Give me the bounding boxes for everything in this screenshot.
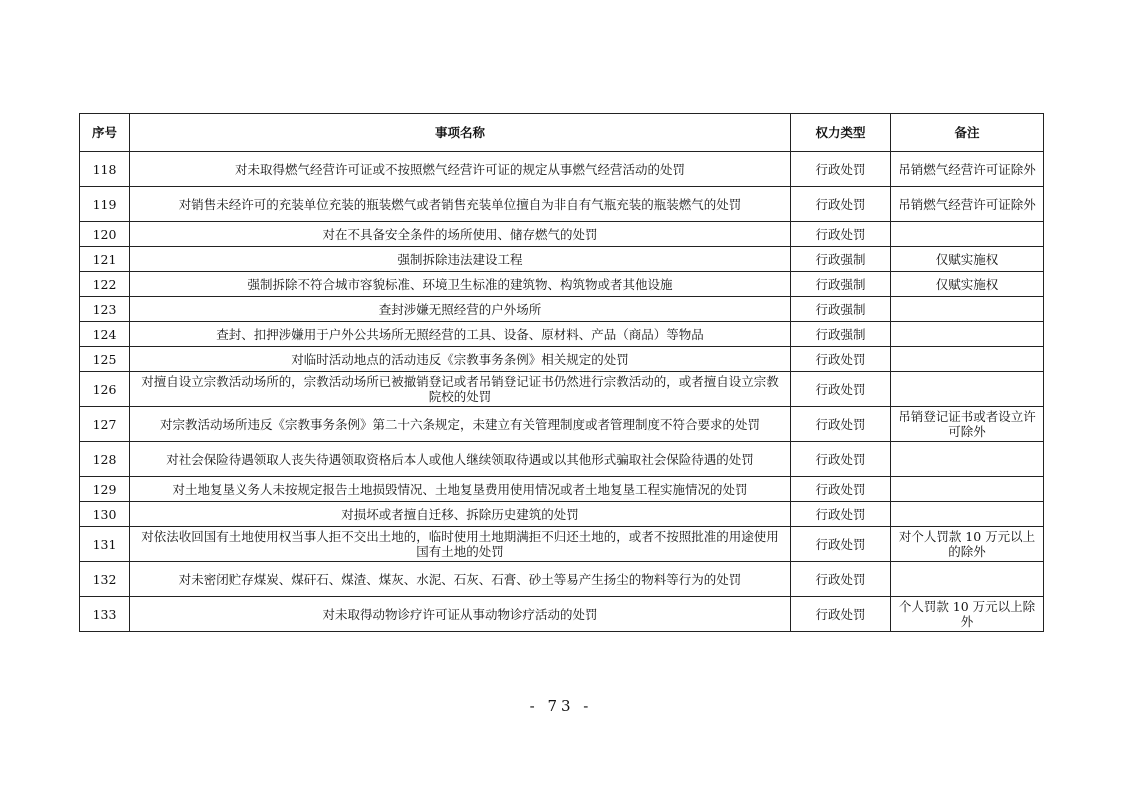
row-power-type: 行政处罚: [791, 187, 891, 222]
table-row: [80, 407, 1044, 442]
row-power-type: 行政强制: [791, 247, 891, 272]
table-row: [80, 297, 1044, 322]
table-row: [80, 152, 1044, 187]
row-serial: 131: [80, 527, 130, 562]
row-serial: 123: [80, 297, 130, 322]
row-power-type: 行政处罚: [791, 502, 891, 527]
row-power-type: 行政处罚: [791, 347, 891, 372]
table-row: [80, 272, 1044, 297]
row-remarks: 吊销燃气经营许可证除外: [891, 152, 1044, 187]
header-power-type: 权力类型: [791, 114, 891, 152]
row-serial: 129: [80, 477, 130, 502]
table-row: [80, 372, 1044, 407]
row-power-type: 行政处罚: [791, 442, 891, 477]
table-row: [80, 477, 1044, 502]
row-serial: 133: [80, 597, 130, 632]
row-item-name: 强制拆除违法建设工程: [130, 247, 791, 272]
row-item-name: 查封涉嫌无照经营的户外场所: [130, 297, 791, 322]
row-serial: 118: [80, 152, 130, 187]
row-remarks: [891, 372, 1044, 407]
row-item-name: 对宗教活动场所违反《宗教事务条例》第二十六条规定，未建立有关管理制度或者管理制度不符合要求的处罚: [130, 407, 791, 442]
row-power-type: 行政强制: [791, 297, 891, 322]
row-power-type: 行政处罚: [791, 527, 891, 562]
row-power-type: 行政强制: [791, 272, 891, 297]
table-header-row: [80, 114, 1044, 152]
row-item-name: 强制拆除不符合城市容貌标准、环境卫生标准的建筑物、构筑物或者其他设施: [130, 272, 791, 297]
header-item-name: 事项名称: [130, 114, 791, 152]
row-remarks: [891, 347, 1044, 372]
table-row: [80, 247, 1044, 272]
row-power-type: 行政处罚: [791, 372, 891, 407]
row-remarks: [891, 477, 1044, 502]
row-item-name: 对社会保险待遇领取人丧失待遇领取资格后本人或他人继续领取待遇或以其他形式骗取社会保险待遇的处罚: [130, 442, 791, 477]
row-power-type: 行政处罚: [791, 152, 891, 187]
row-power-type: 行政处罚: [791, 407, 891, 442]
row-item-name: 对未密闭贮存煤炭、煤矸石、煤渣、煤灰、水泥、石灰、石膏、砂土等易产生扬尘的物料等行为的处罚: [130, 562, 791, 597]
row-serial: 130: [80, 502, 130, 527]
header-serial: 序号: [80, 114, 130, 152]
row-remarks: [891, 502, 1044, 527]
row-item-name: 对损坏或者擅自迁移、拆除历史建筑的处罚: [130, 502, 791, 527]
row-power-type: 行政处罚: [791, 222, 891, 247]
row-item-name: 对未取得燃气经营许可证或不按照燃气经营许可证的规定从事燃气经营活动的处罚: [130, 152, 791, 187]
row-remarks: 对个人罚款 10 万元以上的除外: [891, 527, 1044, 562]
row-remarks: [891, 562, 1044, 597]
item-table: [79, 113, 1044, 632]
row-item-name: 对销售未经许可的充装单位充装的瓶装燃气或者销售充装单位擅自为非自有气瓶充装的瓶装燃气的处罚: [130, 187, 791, 222]
row-serial: 119: [80, 187, 130, 222]
row-remarks: 吊销登记证书或者设立许可除外: [891, 407, 1044, 442]
table-row: [80, 322, 1044, 347]
table-row: [80, 527, 1044, 562]
table-row: [80, 442, 1044, 477]
row-remarks: [891, 222, 1044, 247]
row-item-name: 对依法收回国有土地使用权当事人拒不交出土地的，临时使用土地期满拒不归还土地的，或者不按照批准的用途使用国有土地的处罚: [130, 527, 791, 562]
row-serial: 132: [80, 562, 130, 597]
row-power-type: 行政处罚: [791, 597, 891, 632]
row-serial: 125: [80, 347, 130, 372]
row-item-name: 对在不具备安全条件的场所使用、储存燃气的处罚: [130, 222, 791, 247]
row-serial: 126: [80, 372, 130, 407]
row-item-name: 对擅自设立宗教活动场所的，宗教活动场所已被撤销登记或者吊销登记证书仍然进行宗教活动的，或者擅自设立宗教院校的处罚: [130, 372, 791, 407]
row-power-type: 行政处罚: [791, 477, 891, 502]
row-serial: 124: [80, 322, 130, 347]
header-remarks: 备注: [891, 114, 1044, 152]
row-remarks: [891, 322, 1044, 347]
row-serial: 128: [80, 442, 130, 477]
row-remarks: 仅赋实施权: [891, 247, 1044, 272]
row-serial: 122: [80, 272, 130, 297]
row-item-name: 对临时活动地点的活动违反《宗教事务条例》相关规定的处罚: [130, 347, 791, 372]
table-row: [80, 347, 1044, 372]
row-power-type: 行政强制: [791, 322, 891, 347]
row-serial: 127: [80, 407, 130, 442]
table-row: [80, 562, 1044, 597]
row-remarks: 个人罚款 10 万元以上除外: [891, 597, 1044, 632]
row-remarks: 吊销燃气经营许可证除外: [891, 187, 1044, 222]
table-row: [80, 222, 1044, 247]
row-item-name: 对土地复垦义务人未按规定报告土地损毁情况、土地复垦费用使用情况或者土地复垦工程实施情况的处罚: [130, 477, 791, 502]
row-remarks: [891, 442, 1044, 477]
table-row: [80, 597, 1044, 632]
row-item-name: 查封、扣押涉嫌用于户外公共场所无照经营的工具、设备、原材料、产品（商品）等物品: [130, 322, 791, 347]
table-row: [80, 502, 1044, 527]
row-remarks: 仅赋实施权: [891, 272, 1044, 297]
row-serial: 120: [80, 222, 130, 247]
page-number: - 73 -: [529, 697, 593, 715]
row-remarks: [891, 297, 1044, 322]
table-row: [80, 187, 1044, 222]
row-serial: 121: [80, 247, 130, 272]
row-item-name: 对未取得动物诊疗许可证从事动物诊疗活动的处罚: [130, 597, 791, 632]
row-power-type: 行政处罚: [791, 562, 891, 597]
